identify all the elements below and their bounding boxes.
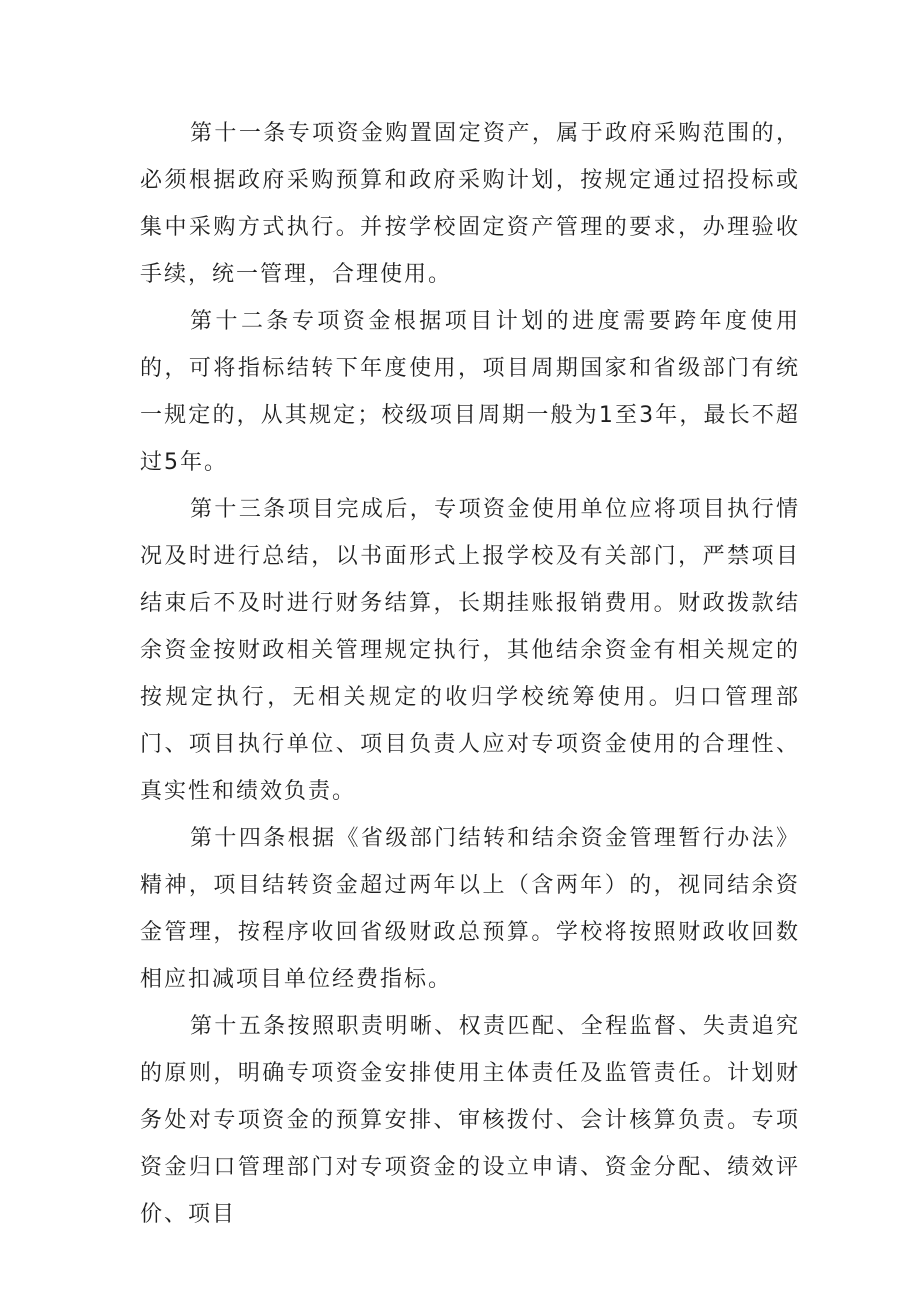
paragraph-article-11: 第十一条专项资金购置固定资产，属于政府采购范围的，必须根据政府采购预算和政府采购计划，按规定通过招投标或集中采购方式执行。并按学校固定资产管理的要求，办理验收手续，统一管理，合理使用。 xyxy=(140,121,800,287)
document-body xyxy=(140,110,800,1238)
paragraph-article-13: 第十三条项目完成后，专项资金使用单位应将项目执行情况及时进行总结，以书面形式上报学校及有关部门，严禁项目结束后不及时进行财务结算，长期挂账报销费用。财政拨款结余资金按财政相关管理规定执行，其他结余资金有相关规定的按规定执行，无相关规定的收归学校统筹使用。归口管理部门、项目执行单位、项目负责人应对专项资金使用的合理性、真实性和绩效负责。 xyxy=(140,497,800,804)
paragraph-article-15: 第十五条按照职责明晰、权责匹配、全程监督、失责追究的原则，明确专项资金安排使用主体责任及监管责任。计划财务处对专项资金的预算安排、审核拨付、会计核算负责。专项资金归口管理部门对专项资金的设立申请、资金分配、绩效评价、项目 xyxy=(140,1014,800,1227)
paragraph-article-14: 第十四条根据《省级部门结转和结余资金管理暂行办法》精神，项目结转资金超过两年以上（含两年）的，视同结余资金管理，按程序收回省级财政总预算。学校将按照财政收回数相应扣减项目单位经费指标。 xyxy=(140,826,800,992)
paragraph-article-12: 第十二条专项资金根据项目计划的进度需要跨年度使用的，可将指标结转下年度使用，项目周期国家和省级部门有统一规定的，从其规定；校级项目周期一般为1至3年，最长不超过5年。 xyxy=(140,309,800,475)
